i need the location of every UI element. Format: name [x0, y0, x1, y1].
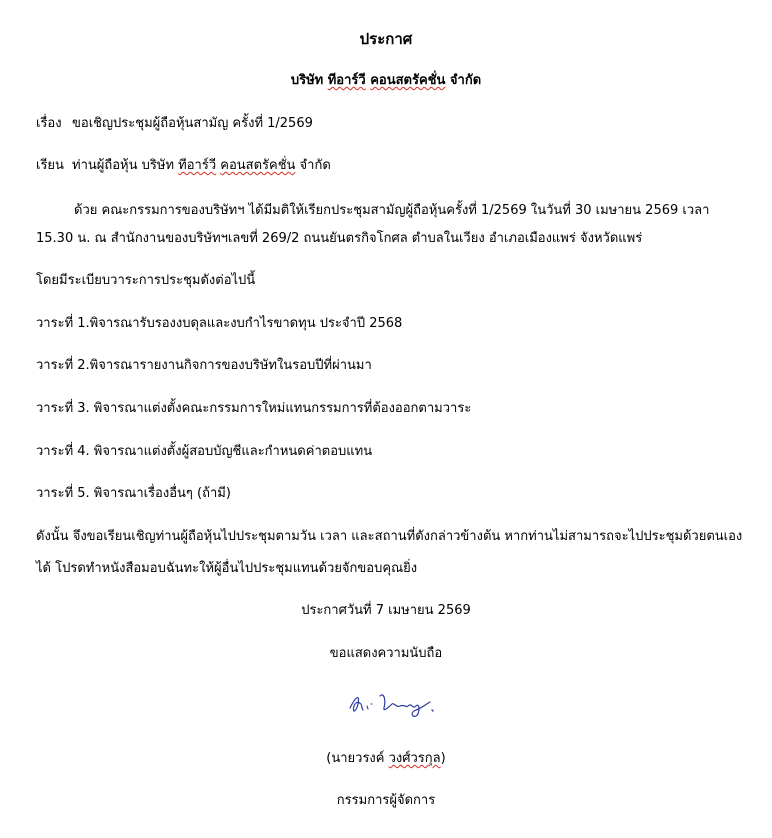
company-prefix: บริษัท [290, 73, 328, 88]
subject-text: ขอเชิญประชุมผู้ถือหุ้นสามัญ ครั้งที่ 1/2569 [72, 116, 313, 131]
agenda-item: วาระที่ 2.พิจารณารายงานกิจการของบริษัทในรอบปีที่ผ่านมา [36, 358, 372, 373]
company-name-part2: คอนสตรัคชั่น [370, 73, 446, 88]
closing-line-2: ได้ โปรดทำหนังสือมอบฉันทะให้ผู้อื่นไปประชุมแทนด้วยจักขอบคุณยิ่ง [36, 561, 418, 576]
company-name [0, 72, 772, 90]
recipient-line [36, 157, 331, 175]
handwritten-signature [346, 686, 441, 722]
agenda-item: วาระที่ 3. พิจารณาแต่งตั้งคณะกรรมการใหม่แทนกรรมการที่ต้องออกตามวาระ [36, 401, 472, 416]
agenda-intro: โดยมีระเบียบวาระการประชุมดังต่อไปนี้ [36, 273, 256, 288]
regards-text: ขอแสดงความนับถือ [329, 646, 443, 661]
notice-title: ประกาศ [359, 30, 413, 48]
signer-position: กรรมการผู้จัดการ [336, 793, 436, 808]
agenda-item: วาระที่ 4. พิจารณาแต่งตั้งผู้สอบบัญชีและกำหนดค่าตอบแทน [36, 444, 373, 459]
closing-line-1: ดังนั้น จึงขอเรียนเชิญท่านผู้ถือหุ้นไปประชุมตามวัน เวลา และสถานที่ดังกล่าวข้างต้น หากท่านไม่สามารถจะไปประชุมด้วยตนเอง [36, 529, 743, 544]
signer-name [0, 750, 772, 768]
subject-label: เรื่อง [36, 116, 62, 131]
subject-line [36, 115, 313, 133]
announcement-date: ประกาศวันที่ 7 เมษายน 2569 [301, 603, 471, 618]
recipient-suffix: จำกัด [295, 158, 331, 173]
recipient-label: เรียน [36, 158, 64, 173]
signer-close: ) [440, 751, 446, 766]
signer-surname: วงศ์วรกุล [388, 751, 441, 766]
intro-line-1: ด้วย คณะกรรมการของบริษัทฯ ได้มีมติให้เรียกประชุมสามัญผู้ถือหุ้นครั้งที่ 1/2569 ในวันที่ 30 เมษายน 2569 เวลา [74, 203, 710, 218]
recipient-prefix: ท่านผู้ถือหุ้น บริษัท [72, 158, 179, 173]
recipient-name-part2: คอนสตรัคชั่น [220, 158, 296, 173]
company-name-part1: ทีอาร์วี [327, 73, 366, 88]
intro-line-2: 15.30 น. ณ สำนักงานของบริษัทฯเลขที่ 269/2 ถนนยันตรกิจโกศล ตำบลในเวียง อำเภอเมืองแพร่ จังหวัดแพร่ [36, 231, 643, 246]
agenda-item: วาระที่ 1.พิจารณารับรองงบดุลและงบกำไรขาดทุน ประจำปี 2568 [36, 316, 403, 331]
company-suffix: จำกัด [445, 73, 482, 88]
signer-open: (นายวรงค์ [326, 751, 389, 766]
recipient-name-part1: ทีอาร์วี [178, 158, 217, 173]
agenda-item: วาระที่ 5. พิจารณาเรื่องอื่นๆ (ถ้ามี) [36, 486, 231, 501]
